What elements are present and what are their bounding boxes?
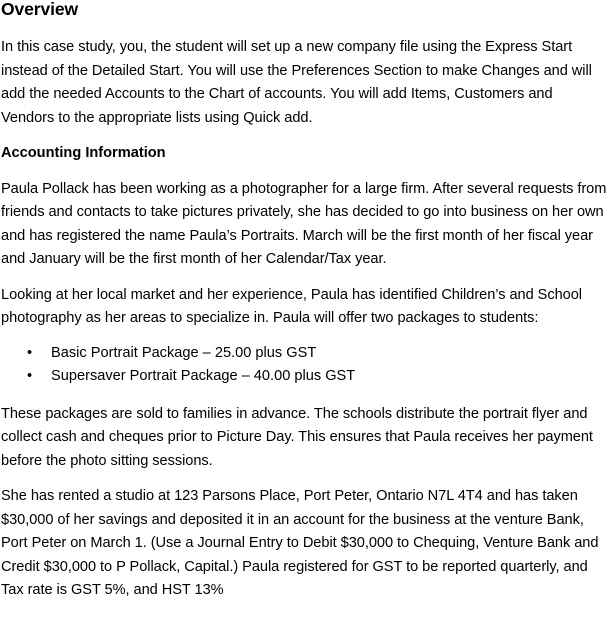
packages-paragraph: These packages are sold to families in advance. The schools distribute the portrait flyer and collect cash and cheques prior to Picture Day. This ensures that Paula receives her payment before the photo sitting sessions. <box>1 405 593 469</box>
market-paragraph: Looking at her local market and her experience, Paula has identified Children’s and School photography as her areas to specialize in. Paula will offer two packages to students: <box>1 286 582 326</box>
page-title: Overview <box>1 0 79 19</box>
list-item <box>1 365 607 389</box>
intro-paragraph: In this case study, you, the student will set up a new company file using the Express Start instead of the Detailed Start. You will use the Preferences Section to make Changes and will add the needed Accounts to the Chart of accounts. You will add Items, Customers and Vendors to the appropriate lists using Quick add. <box>1 39 592 126</box>
background-paragraph: Paula Pollack has been working as a photographer for a large firm. After several requests from friends and contacts to take pictures privately, she has decided to go into business on her own and has registered the name Paula’s Portraits. March will be the first month of her fiscal year and January will be the first month of her Calendar/Tax year. <box>1 180 607 267</box>
bullet-icon: • <box>27 368 33 384</box>
bullet-icon: • <box>27 344 33 361</box>
package-text: Supersaver Portrait Package – 40.00 plus GST <box>51 368 356 384</box>
list-item <box>1 342 607 366</box>
package-list <box>1 342 607 389</box>
package-text: Basic Portrait Package – 25.00 plus GST <box>51 344 317 361</box>
section-heading: Accounting Information <box>1 145 166 161</box>
studio-paragraph: She has rented a studio at 123 Parsons Place, Port Peter, Ontario N7L 4T4 and has taken $30,000 of her savings and deposited it in an account for the business at the venture Bank, Port Peter on March 1. (Use a Journal Entry to Debit $30,000 to Chequing, Venture Bank and Credit $30,000 to P Pollack, Capital.) Paula registered for GST to be reported quarterly, and Tax rate is GST 5%, and HST 13% <box>1 488 599 598</box>
